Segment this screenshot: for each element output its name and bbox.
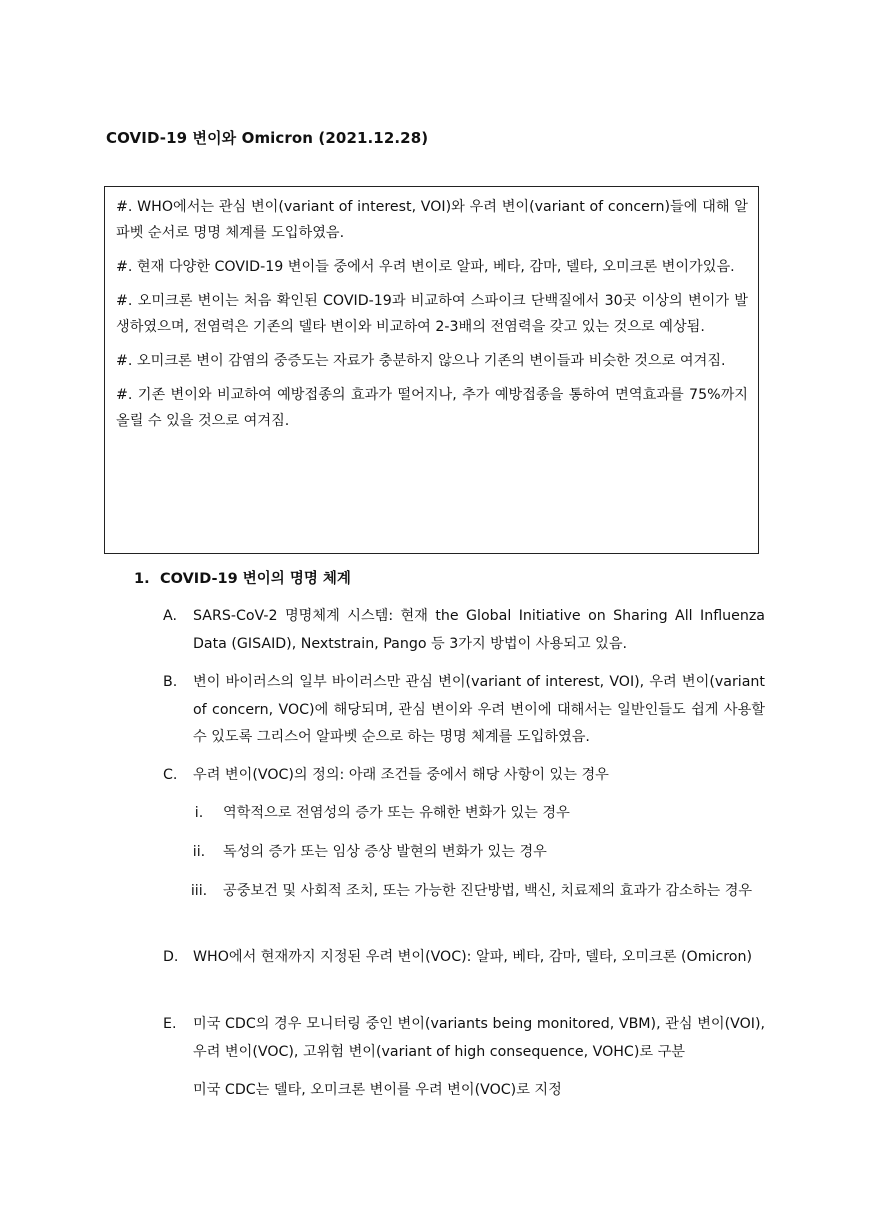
- list-marker: i.: [194, 805, 204, 821]
- list-item-c: [163, 762, 765, 790]
- summary-box: [104, 186, 759, 554]
- list-item-text: 미국 CDC의 경우 모니터링 중인 변이(variants being monitored, VBM), 관심 변이(VOI), 우려 변이(VOC), 고위험 변이(variant of high consequence, VOHC)로 구분: [193, 1016, 765, 1060]
- list-marker: D.: [163, 949, 179, 965]
- summary-item-omicron-severity: #. 오미크론 변이 감염의 중증도는 자료가 충분하지 않으나 기존의 변이들과 비슷한 것으로 여겨짐.: [116, 353, 726, 369]
- list-item-text: 우려 변이(VOC)의 정의: 아래 조건들 중에서 해당 사항이 있는 경우: [193, 767, 609, 783]
- list-item-e: [163, 1011, 765, 1066]
- list-item-text: 역학적으로 전염성의 증가 또는 유해한 변화가 있는 경우: [223, 805, 570, 821]
- list-item-text: 공중보건 및 사회적 조치, 또는 가능한 진단방법, 백신, 치료제의 효과가 감소하는 경우: [223, 883, 753, 899]
- document-title: COVID-19 변이와 Omicron (2021.12.28): [106, 129, 429, 147]
- list-item-text: 변이 바이러스의 일부 바이러스만 관심 변이(variant of interest, VOI), 우려 변이(variant of concern, VOC)에 해당되며, 관심 변이와 우려 변이에 대해서는 일반인들도 쉽게 사용할 수 있도록 그리스어 알파벳 순으로 하는 명명 체계를 도입하였음.: [193, 674, 765, 745]
- list-marker: ii.: [192, 844, 206, 860]
- list-item-b: [163, 669, 765, 752]
- list-marker: C.: [163, 767, 178, 783]
- list-marker: A.: [163, 608, 177, 624]
- list-item-a: [163, 603, 765, 658]
- section-number: 1.: [134, 571, 150, 587]
- section-title: COVID-19 변이의 명명 체계: [160, 571, 351, 587]
- list-subitem-ii: [175, 839, 765, 867]
- summary-item-current-voc: #. 현재 다양한 COVID-19 변이들 중에서 우려 변이로 알파, 베타, 감마, 델타, 오미크론 변이가있음.: [116, 259, 735, 275]
- summary-item-vaccine-efficacy: #. 기존 변이와 비교하여 예방접종의 효과가 떨어지나, 추가 예방접종을 통하여 면역효과를 75%까지 올릴 수 있을 것으로 여겨짐.: [116, 387, 748, 429]
- list-subitem-i: [175, 800, 765, 828]
- list-item-d: [163, 944, 765, 972]
- list-item-e-note: 미국 CDC는 델타, 오미크론 변이를 우려 변이(VOC)로 지정: [193, 1082, 562, 1098]
- list-marker: E.: [163, 1016, 177, 1032]
- summary-item-omicron-mutations: #. 오미크론 변이는 처음 확인된 COVID-19과 비교하여 스파이크 단백질에서 30곳 이상의 변이가 발생하였으며, 전염력은 기존의 델타 변이와 비교하여 2-3배의 전염력을 갖고 있는 것으로 예상됨.: [116, 293, 748, 335]
- list-marker: iii.: [190, 883, 208, 899]
- list-item-text: 독성의 증가 또는 임상 증상 발현의 변화가 있는 경우: [223, 844, 547, 860]
- list-item-text: WHO에서 현재까지 지정된 우려 변이(VOC): 알파, 베타, 감마, 델타, 오미크론 (Omicron): [193, 949, 753, 965]
- list-subitem-iii: [175, 878, 765, 906]
- summary-item-who-naming: #. WHO에서는 관심 변이(variant of interest, VOI)와 우려 변이(variant of concern)들에 대해 알파벳 순서로 명명 체계를 도입하였음.: [116, 199, 748, 241]
- list-marker: B.: [163, 674, 178, 690]
- list-item-text: SARS-CoV-2 명명체계 시스템: 현재 the Global Initiative on Sharing All Influenza Data (GISAID), Nextstrain, Pango 등 3가지 방법이 사용되고 있음.: [193, 608, 765, 652]
- section-heading: [134, 567, 351, 588]
